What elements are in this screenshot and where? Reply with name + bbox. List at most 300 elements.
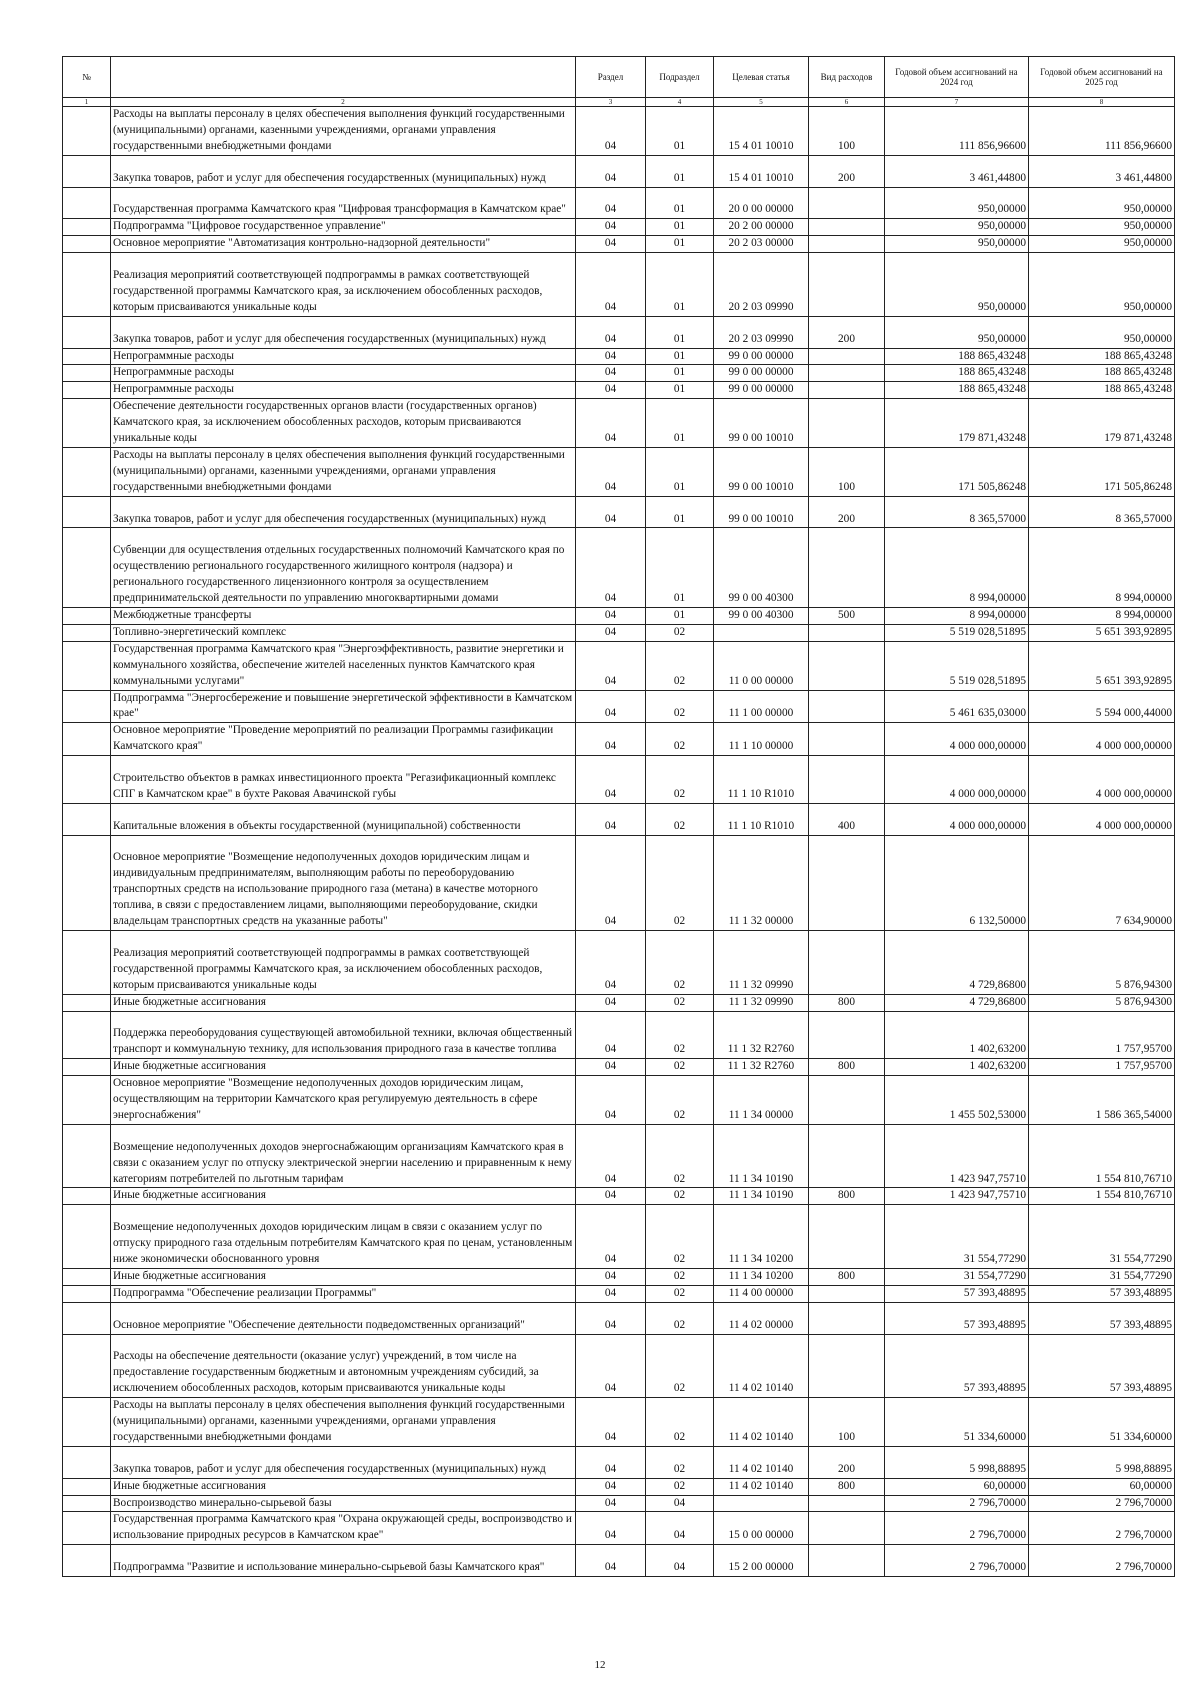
amount-2024-cell: 51 334,60000 [885, 1398, 1029, 1447]
num-cell [63, 1512, 111, 1545]
subsection-cell: 02 [646, 1124, 714, 1188]
amount-2024-cell: 5 998,88895 [885, 1446, 1029, 1478]
amount-2024-cell: 5 519 028,51895 [885, 641, 1029, 690]
target-cell: 99 0 00 00000 [714, 365, 809, 382]
amount-2024-cell: 5 519 028,51895 [885, 624, 1029, 641]
subsection-cell: 01 [646, 528, 714, 608]
target-cell: 99 0 00 10010 [714, 447, 809, 496]
name-cell: Основное мероприятие "Автоматизация контрольно-надзорной деятельности" [111, 236, 576, 253]
amount-2025-cell: 950,00000 [1029, 253, 1175, 317]
subsection-cell: 02 [646, 1398, 714, 1447]
amount-2024-cell: 60,00000 [885, 1478, 1029, 1495]
table-row [63, 1398, 1175, 1447]
amount-2025-cell: 8 365,57000 [1029, 496, 1175, 528]
name-cell: Обеспечение деятельности государственных органов власти (государственных органов) Камчатского края, за исключением обособленных расходов, которым присваиваются уникальные коды [111, 399, 576, 448]
kind-cell [809, 382, 885, 399]
amount-2024-cell: 1 402,63200 [885, 1059, 1029, 1076]
subsection-cell: 04 [646, 1512, 714, 1545]
target-cell: 11 1 32 00000 [714, 835, 809, 930]
num-cell [63, 1398, 111, 1447]
table-row [63, 1545, 1175, 1577]
subsection-cell: 02 [646, 690, 714, 723]
num-cell [63, 348, 111, 365]
amount-2024-cell: 188 865,43248 [885, 382, 1029, 399]
subsection-cell: 02 [646, 1334, 714, 1398]
kind-cell: 800 [809, 1188, 885, 1205]
subsection-cell: 02 [646, 1188, 714, 1205]
section-cell: 04 [576, 348, 646, 365]
colnum: 8 [1029, 98, 1175, 107]
target-cell [714, 624, 809, 641]
subsection-cell: 02 [646, 1302, 714, 1334]
section-cell: 04 [576, 1495, 646, 1512]
budget-table [62, 56, 1175, 1577]
colnum: 6 [809, 98, 885, 107]
amount-2024-cell: 1 423 947,75710 [885, 1124, 1029, 1188]
section-cell: 04 [576, 1545, 646, 1577]
amount-2024-cell: 2 796,70000 [885, 1495, 1029, 1512]
name-cell: Основное мероприятие "Обеспечение деятельности подведомственных организаций" [111, 1302, 576, 1334]
target-cell: 11 4 02 00000 [714, 1302, 809, 1334]
num-cell [63, 690, 111, 723]
kind-cell [809, 1205, 885, 1269]
name-cell: Подпрограмма "Обеспечение реализации Программы" [111, 1285, 576, 1302]
colnum: 3 [576, 98, 646, 107]
section-cell: 04 [576, 253, 646, 317]
name-cell: Непрограммные расходы [111, 365, 576, 382]
section-cell: 04 [576, 803, 646, 835]
header-num: № [63, 57, 111, 98]
target-cell: 15 2 00 00000 [714, 1545, 809, 1577]
kind-cell: 200 [809, 496, 885, 528]
section-cell: 04 [576, 528, 646, 608]
header-kind: Вид расходов [809, 57, 885, 98]
num-cell [63, 399, 111, 448]
amount-2024-cell: 6 132,50000 [885, 835, 1029, 930]
name-cell: Подпрограмма "Цифровое государственное управление" [111, 219, 576, 236]
subsection-cell: 02 [646, 1076, 714, 1125]
num-cell [63, 1495, 111, 1512]
section-cell: 04 [576, 994, 646, 1011]
kind-cell [809, 931, 885, 995]
amount-2024-cell: 950,00000 [885, 236, 1029, 253]
header-name [111, 57, 576, 98]
kind-cell: 200 [809, 155, 885, 187]
subsection-cell: 01 [646, 382, 714, 399]
name-cell: Реализация мероприятий соответствующей подпрограммы в рамках соответствующей государственной программы Камчатского края, за исключением обособленных расходов, которым присваиваются уникальные коды [111, 253, 576, 317]
amount-2025-cell: 31 554,77290 [1029, 1205, 1175, 1269]
table-row [63, 219, 1175, 236]
table-row [63, 756, 1175, 804]
amount-2025-cell: 950,00000 [1029, 219, 1175, 236]
subsection-cell: 01 [646, 399, 714, 448]
table-row [63, 447, 1175, 496]
name-cell: Капитальные вложения в объекты государственной (муниципальной) собственности [111, 803, 576, 835]
table-row [63, 1495, 1175, 1512]
section-cell: 04 [576, 1334, 646, 1398]
table-row [63, 803, 1175, 835]
name-cell: Расходы на выплаты персоналу в целях обеспечения выполнения функций государственными (муниципальными) органами, казенными учреждениями, органами управления государственными внебюджетными фондами [111, 107, 576, 156]
section-cell: 04 [576, 447, 646, 496]
name-cell: Расходы на обеспечение деятельности (оказание услуг) учреждений, в том числе на предоставление государственным бюджетным и автономным учреждениям субсидий, за исключением обособленных расходов, которым присваиваются уникальные коды [111, 1334, 576, 1398]
target-cell: 99 0 00 40300 [714, 607, 809, 624]
amount-2024-cell: 4 000 000,00000 [885, 803, 1029, 835]
target-cell: 11 4 02 10140 [714, 1334, 809, 1398]
num-cell [63, 1302, 111, 1334]
name-cell: Закупка товаров, работ и услуг для обеспечения государственных (муниципальных) нужд [111, 316, 576, 348]
kind-cell [809, 1334, 885, 1398]
target-cell: 15 4 01 10010 [714, 107, 809, 156]
target-cell: 15 0 00 00000 [714, 1512, 809, 1545]
name-cell: Непрограммные расходы [111, 348, 576, 365]
section-cell: 04 [576, 1446, 646, 1478]
target-cell: 11 1 34 10190 [714, 1188, 809, 1205]
section-cell: 04 [576, 316, 646, 348]
kind-cell [809, 399, 885, 448]
table-row [63, 155, 1175, 187]
amount-2025-cell: 5 651 393,92895 [1029, 624, 1175, 641]
num-cell [63, 236, 111, 253]
name-cell: Основное мероприятие "Возмещение недополученных доходов юридическим лицам, осуществляющим на территории Камчатского края регулируемую деятельность в сфере энергоснабжения" [111, 1076, 576, 1125]
kind-cell [809, 1011, 885, 1059]
table-row [63, 365, 1175, 382]
name-cell: Иные бюджетные ассигнования [111, 1478, 576, 1495]
target-cell: 99 0 00 10010 [714, 496, 809, 528]
kind-cell [809, 690, 885, 723]
target-cell: 99 0 00 10010 [714, 399, 809, 448]
column-number-row [63, 98, 1175, 107]
num-cell [63, 528, 111, 608]
section-cell: 04 [576, 1076, 646, 1125]
name-cell: Подпрограмма "Развитие и использование минерально-сырьевой базы Камчатского края" [111, 1545, 576, 1577]
amount-2025-cell: 4 000 000,00000 [1029, 756, 1175, 804]
subsection-cell: 01 [646, 365, 714, 382]
table-row [63, 399, 1175, 448]
amount-2025-cell: 188 865,43248 [1029, 382, 1175, 399]
target-cell: 11 4 00 00000 [714, 1285, 809, 1302]
name-cell: Межбюджетные трансферты [111, 607, 576, 624]
amount-2025-cell: 3 461,44800 [1029, 155, 1175, 187]
amount-2024-cell: 950,00000 [885, 253, 1029, 317]
amount-2025-cell: 60,00000 [1029, 1478, 1175, 1495]
section-cell: 04 [576, 236, 646, 253]
kind-cell: 500 [809, 607, 885, 624]
amount-2025-cell: 1 757,95700 [1029, 1059, 1175, 1076]
amount-2025-cell: 5 998,88895 [1029, 1446, 1175, 1478]
name-cell: Поддержка переоборудования существующей автомобильной техники, включая общественный транспорт и коммунальную технику, для использования природного газа в качестве топлива [111, 1011, 576, 1059]
kind-cell: 200 [809, 316, 885, 348]
num-cell [63, 447, 111, 496]
name-cell: Строительство объектов в рамках инвестиционного проекта "Регазификационный комплекс СПГ в Камчатском крае" в бухте Раковая Авачинской губы [111, 756, 576, 804]
target-cell [714, 1495, 809, 1512]
subsection-cell: 01 [646, 107, 714, 156]
name-cell: Закупка товаров, работ и услуг для обеспечения государственных (муниципальных) нужд [111, 1446, 576, 1478]
amount-2024-cell: 57 393,48895 [885, 1302, 1029, 1334]
colnum: 5 [714, 98, 809, 107]
kind-cell [809, 236, 885, 253]
subsection-cell: 02 [646, 1446, 714, 1478]
subsection-cell: 02 [646, 1205, 714, 1269]
subsection-cell: 02 [646, 1285, 714, 1302]
kind-cell: 800 [809, 1268, 885, 1285]
colnum: 7 [885, 98, 1029, 107]
name-cell: Подпрограмма "Энергосбережение и повышение энергетической эффективности в Камчатском крае" [111, 690, 576, 723]
subsection-cell: 02 [646, 803, 714, 835]
target-cell: 11 1 34 10190 [714, 1124, 809, 1188]
amount-2024-cell: 57 393,48895 [885, 1285, 1029, 1302]
amount-2025-cell: 950,00000 [1029, 236, 1175, 253]
amount-2025-cell: 1 554 810,76710 [1029, 1188, 1175, 1205]
kind-cell [809, 187, 885, 219]
section-cell: 04 [576, 365, 646, 382]
amount-2025-cell: 4 000 000,00000 [1029, 803, 1175, 835]
section-cell: 04 [576, 624, 646, 641]
table-row [63, 528, 1175, 608]
target-cell: 99 0 00 00000 [714, 348, 809, 365]
subsection-cell: 02 [646, 1478, 714, 1495]
amount-2024-cell: 8 994,00000 [885, 528, 1029, 608]
section-cell: 04 [576, 399, 646, 448]
section-cell: 04 [576, 690, 646, 723]
target-cell: 20 2 00 00000 [714, 219, 809, 236]
amount-2024-cell: 2 796,70000 [885, 1545, 1029, 1577]
amount-2024-cell: 3 461,44800 [885, 155, 1029, 187]
amount-2024-cell: 950,00000 [885, 219, 1029, 236]
kind-cell: 100 [809, 107, 885, 156]
name-cell: Основное мероприятие "Проведение мероприятий по реализации Программы газификации Камчатского края" [111, 723, 576, 756]
colnum: 2 [111, 98, 576, 107]
num-cell [63, 107, 111, 156]
target-cell: 11 1 34 10200 [714, 1205, 809, 1269]
num-cell [63, 803, 111, 835]
section-cell: 04 [576, 1059, 646, 1076]
amount-2024-cell: 31 554,77290 [885, 1268, 1029, 1285]
amount-2025-cell: 2 796,70000 [1029, 1545, 1175, 1577]
kind-cell [809, 1545, 885, 1577]
amount-2024-cell: 5 461 635,03000 [885, 690, 1029, 723]
subsection-cell: 01 [646, 219, 714, 236]
amount-2024-cell: 1 455 502,53000 [885, 1076, 1029, 1125]
num-cell [63, 994, 111, 1011]
num-cell [63, 641, 111, 690]
header-2025: Годовой объем ассигнований на 2025 год [1029, 57, 1175, 98]
table-row [63, 382, 1175, 399]
num-cell [63, 1268, 111, 1285]
target-cell: 11 4 02 10140 [714, 1398, 809, 1447]
amount-2024-cell: 4 729,86800 [885, 931, 1029, 995]
table-row [63, 607, 1175, 624]
kind-cell [809, 835, 885, 930]
num-cell [63, 1011, 111, 1059]
table-row [63, 1188, 1175, 1205]
table-row [63, 1011, 1175, 1059]
table-row [63, 835, 1175, 930]
amount-2025-cell: 1 586 365,54000 [1029, 1076, 1175, 1125]
amount-2024-cell: 8 994,00000 [885, 607, 1029, 624]
target-cell: 11 1 10 00000 [714, 723, 809, 756]
name-cell: Государственная программа Камчатского края "Энергоэффективность, развитие энергетики и коммунального хозяйства, обеспечение жителей населенных пунктов Камчатского края коммунальными услугами" [111, 641, 576, 690]
name-cell: Расходы на выплаты персоналу в целях обеспечения выполнения функций государственными (муниципальными) органами, казенными учреждениями, органами управления государственными внебюджетными фондами [111, 1398, 576, 1447]
table-row [63, 253, 1175, 317]
amount-2024-cell: 4 729,86800 [885, 994, 1029, 1011]
kind-cell: 100 [809, 1398, 885, 1447]
amount-2025-cell: 5 876,94300 [1029, 931, 1175, 995]
subsection-cell: 02 [646, 641, 714, 690]
num-cell [63, 1076, 111, 1125]
name-cell: Иные бюджетные ассигнования [111, 994, 576, 1011]
name-cell: Непрограммные расходы [111, 382, 576, 399]
subsection-cell: 02 [646, 756, 714, 804]
num-cell [63, 931, 111, 995]
header-target: Целевая статья [714, 57, 809, 98]
name-cell: Закупка товаров, работ и услуг для обеспечения государственных (муниципальных) нужд [111, 496, 576, 528]
table-row [63, 1076, 1175, 1125]
kind-cell [809, 528, 885, 608]
num-cell [63, 1188, 111, 1205]
amount-2024-cell: 950,00000 [885, 316, 1029, 348]
target-cell: 11 1 32 09990 [714, 994, 809, 1011]
target-cell: 11 1 34 00000 [714, 1076, 809, 1125]
kind-cell [809, 365, 885, 382]
amount-2024-cell: 1 423 947,75710 [885, 1188, 1029, 1205]
table-row [63, 994, 1175, 1011]
amount-2025-cell: 7 634,90000 [1029, 835, 1175, 930]
colnum: 1 [63, 98, 111, 107]
target-cell: 99 0 00 40300 [714, 528, 809, 608]
kind-cell [809, 1076, 885, 1125]
amount-2025-cell: 4 000 000,00000 [1029, 723, 1175, 756]
name-cell: Государственная программа Камчатского края "Охрана окружающей среды, воспроизводство и использование природных ресурсов в Камчатском крае" [111, 1512, 576, 1545]
table-row [63, 316, 1175, 348]
subsection-cell: 02 [646, 835, 714, 930]
target-cell: 11 1 00 00000 [714, 690, 809, 723]
name-cell: Возмещение недополученных доходов энергоснабжающим организациям Камчатского края в связи с оказанием услуг по отпуску электрической энергии населению и приравненным к нему категориям потребителей по льготным тарифам [111, 1124, 576, 1188]
target-cell: 20 2 03 09990 [714, 316, 809, 348]
kind-cell: 400 [809, 803, 885, 835]
num-cell [63, 1446, 111, 1478]
subsection-cell: 02 [646, 624, 714, 641]
kind-cell [809, 1512, 885, 1545]
subsection-cell: 01 [646, 155, 714, 187]
table-row [63, 931, 1175, 995]
amount-2025-cell: 2 796,70000 [1029, 1512, 1175, 1545]
subsection-cell: 04 [646, 1495, 714, 1512]
table-body [63, 107, 1175, 1577]
amount-2025-cell: 31 554,77290 [1029, 1268, 1175, 1285]
kind-cell: 100 [809, 447, 885, 496]
subsection-cell: 01 [646, 348, 714, 365]
subsection-cell: 02 [646, 1268, 714, 1285]
name-cell: Иные бюджетные ассигнования [111, 1268, 576, 1285]
header-2024: Годовой объем ассигнований на 2024 год [885, 57, 1029, 98]
table-row [63, 690, 1175, 723]
amount-2025-cell: 171 505,86248 [1029, 447, 1175, 496]
table-row [63, 1124, 1175, 1188]
section-cell: 04 [576, 931, 646, 995]
section-cell: 04 [576, 219, 646, 236]
kind-cell [809, 253, 885, 317]
page-number: 12 [594, 1659, 606, 1671]
table-row [63, 624, 1175, 641]
amount-2024-cell: 57 393,48895 [885, 1334, 1029, 1398]
amount-2025-cell: 8 994,00000 [1029, 528, 1175, 608]
amount-2024-cell: 1 402,63200 [885, 1011, 1029, 1059]
section-cell: 04 [576, 1205, 646, 1269]
amount-2025-cell: 2 796,70000 [1029, 1495, 1175, 1512]
amount-2025-cell: 1 757,95700 [1029, 1011, 1175, 1059]
subsection-cell: 01 [646, 496, 714, 528]
table-row [63, 236, 1175, 253]
target-cell: 11 4 02 10140 [714, 1478, 809, 1495]
num-cell [63, 187, 111, 219]
amount-2025-cell: 57 393,48895 [1029, 1334, 1175, 1398]
kind-cell: 200 [809, 1446, 885, 1478]
subsection-cell: 01 [646, 316, 714, 348]
table-row [63, 1302, 1175, 1334]
target-cell: 99 0 00 00000 [714, 382, 809, 399]
table-row [63, 187, 1175, 219]
amount-2024-cell: 179 871,43248 [885, 399, 1029, 448]
table-row [63, 348, 1175, 365]
section-cell: 04 [576, 607, 646, 624]
num-cell [63, 756, 111, 804]
target-cell: 11 1 32 09990 [714, 931, 809, 995]
subsection-cell: 02 [646, 931, 714, 995]
table-row [63, 723, 1175, 756]
amount-2025-cell: 57 393,48895 [1029, 1285, 1175, 1302]
subsection-cell: 01 [646, 253, 714, 317]
num-cell [63, 607, 111, 624]
kind-cell [809, 1285, 885, 1302]
name-cell: Закупка товаров, работ и услуг для обеспечения государственных (муниципальных) нужд [111, 155, 576, 187]
section-cell: 04 [576, 382, 646, 399]
num-cell [63, 253, 111, 317]
amount-2024-cell: 188 865,43248 [885, 348, 1029, 365]
num-cell [63, 1545, 111, 1577]
header-subsection: Подраздел [646, 57, 714, 98]
table-row [63, 496, 1175, 528]
name-cell: Реализация мероприятий соответствующей подпрограммы в рамках соответствующей государственной программы Камчатского края, за исключением обособленных расходов, которым присваиваются уникальные коды [111, 931, 576, 995]
amount-2025-cell: 51 334,60000 [1029, 1398, 1175, 1447]
target-cell: 15 4 01 10010 [714, 155, 809, 187]
num-cell [63, 624, 111, 641]
section-cell: 04 [576, 1302, 646, 1334]
subsection-cell: 01 [646, 607, 714, 624]
amount-2024-cell: 111 856,96600 [885, 107, 1029, 156]
name-cell: Расходы на выплаты персоналу в целях обеспечения выполнения функций государственными (муниципальными) органами, казенными учреждениями, органами управления государственными внебюджетными фондами [111, 447, 576, 496]
kind-cell [809, 723, 885, 756]
amount-2025-cell: 8 994,00000 [1029, 607, 1175, 624]
section-cell: 04 [576, 155, 646, 187]
section-cell: 04 [576, 723, 646, 756]
name-cell: Основное мероприятие "Возмещение недополученных доходов юридическим лицам и индивидуальным предпринимателям, выполняющим работы по переоборудованию транспортных средств на использование природного газа (метана) в качестве моторного топлива, в связи с предоставлением лицами, выполняющими переоборудование, скидки владельцам транспортных средств на указанные работы" [111, 835, 576, 930]
subsection-cell: 02 [646, 723, 714, 756]
num-cell [63, 1205, 111, 1269]
header-section: Раздел [576, 57, 646, 98]
section-cell: 04 [576, 1285, 646, 1302]
subsection-cell: 01 [646, 187, 714, 219]
subsection-cell: 01 [646, 447, 714, 496]
kind-cell [809, 624, 885, 641]
table-row [63, 1285, 1175, 1302]
amount-2024-cell: 171 505,86248 [885, 447, 1029, 496]
num-cell [63, 365, 111, 382]
amount-2025-cell: 950,00000 [1029, 316, 1175, 348]
section-cell: 04 [576, 641, 646, 690]
amount-2025-cell: 5 651 393,92895 [1029, 641, 1175, 690]
table-row [63, 1512, 1175, 1545]
kind-cell: 800 [809, 994, 885, 1011]
